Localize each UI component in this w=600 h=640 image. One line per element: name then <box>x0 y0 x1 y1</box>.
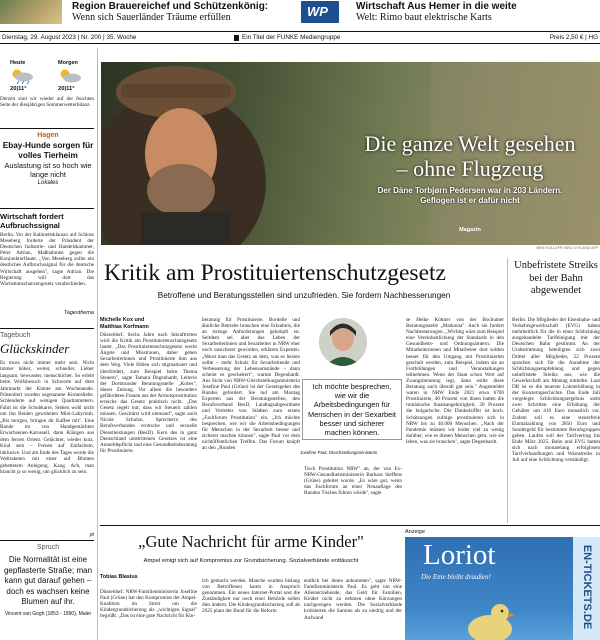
hero-subtitle-line2: Geflogen ist er dafür nicht <box>420 196 520 205</box>
hero-section: Magazin <box>459 227 481 233</box>
teaser-left-title: Region Brauereichef und Schützenkönig: <box>72 1 269 12</box>
second-headline[interactable]: „Gute Nachricht für arme Kinder" <box>138 532 364 551</box>
main-col1: Düsseldorf. Sechs Jahre nach Inkrafttreten wird die Kritik am Prostituiertenschutzgesetz lauter. „Das Prostituiertenschutzgesetz weckt Ängste und Misstrauen, daher gehen Sexarbeiterinnen und Prostituierte ihm aus dem Weg. Viele fühlen sich stigmatisiert und überfordert, zum Beispiel beim Thema Steuern", sagte Tamara Degenhardt, Leiterin der Dortmunder Beratungsstelle „Kober", dieser Zeitung. Vor allem die besonders gefährdeten Frauen aus der Armutsprostitution erreiche das Gesetz praktisch nicht. „Das Gesetz regelt nur, dass wir Steuern zahlen müssen. Geschützt wird niemand", sagte auch Nicole Schulze, Sprecherin des Berufsverbandes erotische und sexuelle Dienstleistungen (BesD). Kern des in ganz Deutschland umstrittenen Gesetzes ist eine Anmeldepflicht und eine Gesundheitsberatung für Prostituierte. <box>100 332 197 454</box>
dateline-group-text: Ein Titel der FUNKE Mediengruppe <box>242 34 341 41</box>
dateline-rule-bottom <box>0 43 600 44</box>
right-column-rule <box>507 258 508 523</box>
weather-tomorrow-label: Morgen <box>58 60 78 66</box>
ad-title: Loriot <box>423 539 496 571</box>
weather-box <box>0 60 96 120</box>
tagebuch-author: pi <box>89 532 94 538</box>
main-authors: Michelle Kox und Matthias Korfmann <box>100 317 149 330</box>
ad-side-strip <box>573 537 600 640</box>
ad-label: Anzeige <box>405 529 425 535</box>
tagebuch-box <box>0 332 94 537</box>
teaser-right-title: Wirtschaft Aus Hemer in die weite <box>356 1 517 12</box>
tagebuch-body: Es muss nicht immer mehr sein. Nicht immer höher, weiter, schneller. Lieber langsam, bewusster, menschlicher. So erlebt beim Wolfsbesuch in Schwerte auf dem Jahrmarkt der Kinnte am Wochenende. Präsentiert wurden sogenannte Kirmesliebe. Schlenderte auf wenigen Quadratmetern. Fahrt ist die Schubkarre, Stehen wohl nicht um ihn Beiden gewohnten Mini-Labyrinth. „Bis morgen, bringen dir Kaffee mit". Eine Runde im von Handgemächten Erwachsenen-Karussell, dann Klängen aus dem fernen Orient. Gelächter, wieder kurz. Kind sein – Freuen auf Einfachem, inklusive. Und am Ende des Tages wurde die Weltraketen mit einer auf Blumen gebettetem Anlegung. Kaug. Ach, man braucht ja so wenig, um glücklich zu sein. <box>0 360 94 475</box>
main-col3-top: Tisch Prostitution NRW" an, der von Ex-NRW-Gesundheitsministerin Barbara Steffens (Grüne) geleitet wurde. „Es wäre gut, wenn das Fachforum an einer Neuauflage des Runden Tisches führen würde", sagte <box>304 466 402 497</box>
ad-side-text: EN-TICKETS.DE <box>581 544 593 630</box>
hagen-kicker: Hagen <box>37 132 59 139</box>
teaser-right-subtitle: Welt: Rimo baut elektrische Karts <box>356 12 492 23</box>
spruch-author: Vincent van Gogh (1853 - 1890), Maler <box>4 610 92 617</box>
dateline-price: Preis 2,50 € | HG <box>549 34 598 41</box>
dateline-date: Dienstag, 29. August 2023 | Nr. 200 | 35. Woche <box>2 34 137 41</box>
wirtschaft-teaser[interactable] <box>0 212 94 320</box>
dateline-group <box>234 34 340 41</box>
hero-photo[interactable] <box>101 62 600 245</box>
dateline-rule-top <box>0 31 600 32</box>
tagebuch-kicker: Tagebuch <box>0 332 31 339</box>
spruch-text: Die Normalität ist eine gepflasterte Straße; man kann gut darauf gehen – doch es wachsen keine Blumen auf ihr. <box>3 555 93 607</box>
sidebar-divider-2 <box>0 208 94 209</box>
top-teaser-left[interactable] <box>0 0 300 26</box>
teaser-left-image <box>0 0 62 24</box>
sidebar-divider-4 <box>0 540 94 541</box>
main-subhead: Betroffene und Beratungsstellen sind unzufrieden. Sie fordern Nachbesserungen <box>157 291 451 300</box>
main-col2: beratung für Prostituierte. Bordelle und ähnliche Betriebe brauchen eine Erlaubnis, die an strenge Anforderungen geknüpft ist. Seitdem sei aber das Leben der Sexarbeiterinnen und Sexarbeiter in NRW eher noch unsicherer geworden, erklären Experten. „Meist man das Gesetz an dem, was es leisten sollte – mehr Schutz für Sexarbeitende und Verbesserung der Lebensumstände – dann scheint es gescheitert", warnte Degenhardt. Aus Sicht von NRW-Gleichstellungsministerin Josefine Paul (Grüne) ist der Gesetzgeber des Bundes gefordert. Sie lud am Montag Experten aus der Beratungsstellen, den Berufsverband BesD, Landtagsabgeordnete und Vertreter von Städten zum ersten „Fachforum Prostitution" ein. „Ich möchte besprechen, wie wir die Arbeitsbedingungen für Menschen in der Sexarbeit besser und sicherer machen können", sagte Paul vor dem nichtöffentlichen Treffen. Das Forum knüpft an den „Runden <box>202 317 300 451</box>
ad-subtitle: Die Ente bleibt draußen! <box>421 573 491 581</box>
right-article-body: Berlin. Die Mitglieder der Eisenbahn- und Verkehrsgewerkschaft (EVG) haben mehrheitlich für die in einer Schlichtung ausgehandelte Tarifeinigung mit der Deutschen Bahn gestimmt. An der Urabstimmung beteiligten sich zwei Drittel aller Mitglieder, 52 Prozent sprachen sich für die Annahme der Schlichtungsempfehlung und gegen unbefristete Streiks aus, wie die Gewerkschaft am Montag mitteilte. Laut DB ist es die teuerste Lohnerhöhung in der Konzerngeschichte. Das Ende Juli vorgelegte Schlichtungsergebnis sieht zwei Schritten eine Erhöhung der Gehälter um 410 Euro monatlich vor. Zudem soll es eine steuerfreie Einmalzahlung von 2850 Euro und Sondergeld für bestimmte Berufsgruppen geben. Laufen soll der Tarifvertrag bis Ende März 2025. Bahn und EVG hatten sich nach monatelang erfolglosen Tarifverhandlungen und Warnstreiks in Juli auf eine Schlichtung verständigt. <box>512 317 600 464</box>
hagen-section: Lokales <box>37 180 59 186</box>
main-headline[interactable]: Kritik am Prostituiertenschutzgesetz <box>104 260 446 286</box>
weather-text: Derzeit sind wir wieder auf der feuchten Seite der diesjährigen Sommerwetterbilanz. <box>0 96 94 109</box>
weather-today-temp: 20|11° <box>10 86 27 92</box>
second-col3: endlich bei ihnen ankommen", sagte NRW-Familienministerin Paul. Es geht um eine Alleinerziehende, das Geld für Familien, Kinder nicht zu nehmen ohne Kürzungen nachgezogen werden. Die Sozialverbände kritisierten die Summe als zu niedrig und der Aufwand <box>304 578 402 621</box>
minister-portrait <box>319 318 367 366</box>
main-quote: Ich möchte besprechen, wie wir die Arbeitsbedingungen für Menschen in der Sexarbeit besser und sicherer machen können. <box>302 379 402 440</box>
spruch-kicker: Spruch <box>36 544 60 551</box>
sidebar-vertical-rule <box>97 48 98 640</box>
duck-illustration <box>460 591 520 640</box>
weather-tomorrow-temp: 20|11° <box>58 86 75 92</box>
section-divider <box>100 525 600 526</box>
weather-today-label: Heute <box>10 60 26 66</box>
main-quote-attribution: Josefine Paul, Gleichstellungsministerin <box>300 450 378 455</box>
second-author: Tobias Blasius <box>100 574 138 580</box>
top-teaser-right[interactable] <box>300 0 600 26</box>
sidebar-divider-1 <box>0 128 94 129</box>
wp-logo-text: WP <box>307 4 328 19</box>
tagebuch-title: Glückskinder <box>0 341 70 356</box>
hagen-title: Ebay-Hunde sorgen für volles Tierheim <box>2 141 94 160</box>
ad-box[interactable] <box>405 537 600 640</box>
right-article-headline[interactable]: Unbefristete Streiks bei der Bahn abgewendet <box>514 260 598 296</box>
cloud-sun-icon <box>56 68 84 84</box>
main-col4: se Heike Köttner von der Bochumer Beratungsstelle „Madonna". Auch sie fordert Nachbesserungen. „Wichtig wäre zum Beispiel eine Vereinheitlichung der Standards in den Gesundheits- und Ordnungsämtern. Die Mitarbeiterinnen und Mitarbeiter dort sollten besser für den Umgang mit Prostituierten geschult werden, zum Beispiel, indem sie an Fortbildungen und Veranstaltungen teilnehmen. Wenn der Staat schon Wert auf Zwangsberatung legt, dann sollte diese Beratung auch überall gut sein." Angemeldet waren in NRW Ende 2021 etwa 6700 Prostituierte, 40 Prozent von ihnen hatten die rumänische Staatsangehörigkeit, 20 Prozent die bulgarische. Die Dunkelziffer ist hoch. Schätzungen zufolge prostituieren sich in NRW bis zu 40.000 Menschen. „Nach der Pandemie müssen wir leider viel zu wenig darüber, wie es diesen Menschen geht, wie sie leben, was sie brauchen", sagte Degenhardt. <box>406 317 504 445</box>
spruch-box <box>0 544 96 640</box>
hero-credit: MIKE KOLLOFF/ NIKO LEYLAND/ AFP <box>536 246 598 250</box>
teaser-left-subtitle: Wenn sich Sauerländer Träume erfüllen <box>72 12 231 23</box>
wp-logo <box>301 1 339 23</box>
second-subhead: Ampel einigt sich auf Kompromiss zur Grundsicherung. Sozialverbände enttäuscht <box>143 558 359 564</box>
hagen-subtitle: Auslastung ist so hoch wie lange nicht <box>4 161 92 179</box>
second-col1: Düsseldorf. NRW-Familienministerin Josefine Paul (Grüne) hat den Kompromiss der Ampel-Koalition im Streit um die Kindergrundsicherung als „wichtigen Signal" begrüßt. „Das ist eine gute Nachricht für Kin- <box>100 589 197 620</box>
funke-logo-icon <box>234 35 239 41</box>
hagen-teaser[interactable] <box>0 132 96 202</box>
wirtschaft-source: Tagesthema <box>63 310 94 316</box>
second-col2: Ich gemacht werden. Manche wurden bislang von Betroffenen kaum in Anspruch genommen. Ein neues Internet-Portal und die Zuständigkeit nur noch einer Behörde sollen dies ändern. Die Kindergrundsicherung soll ab 2025 plant der Bund für die Reform <box>202 578 300 615</box>
hero-title-line1: Die ganze Welt gesehen <box>364 131 576 156</box>
wirtschaft-title: Wirtschaft fordert Aufbruchssignal <box>0 212 64 230</box>
sidebar-divider-3 <box>0 328 94 329</box>
cloud-sun-rain-icon <box>8 68 36 84</box>
hero-title-line2: – ohne Flugzeug <box>396 156 544 181</box>
hero-subtitle-line1: Der Däne Torbjørn Pedersen war in 203 Ländern. <box>377 186 563 195</box>
wirtschaft-body: Berlin. Vor der Kabinettsklausur auf Schloss Meseberg forderte der Präsident der Deutschen Industrie- und Handelskammer, Peter Adrian, Maßnahmen gegen die Konjunkturflaute. „Von Meseberg sollte ein deutliches Aufbruchssignal für die deutsche Wirtschaft ausgehen", sagte Adrian. Die Regierung will dort das Wachstumschancengesetz verabschieden. <box>0 232 94 287</box>
